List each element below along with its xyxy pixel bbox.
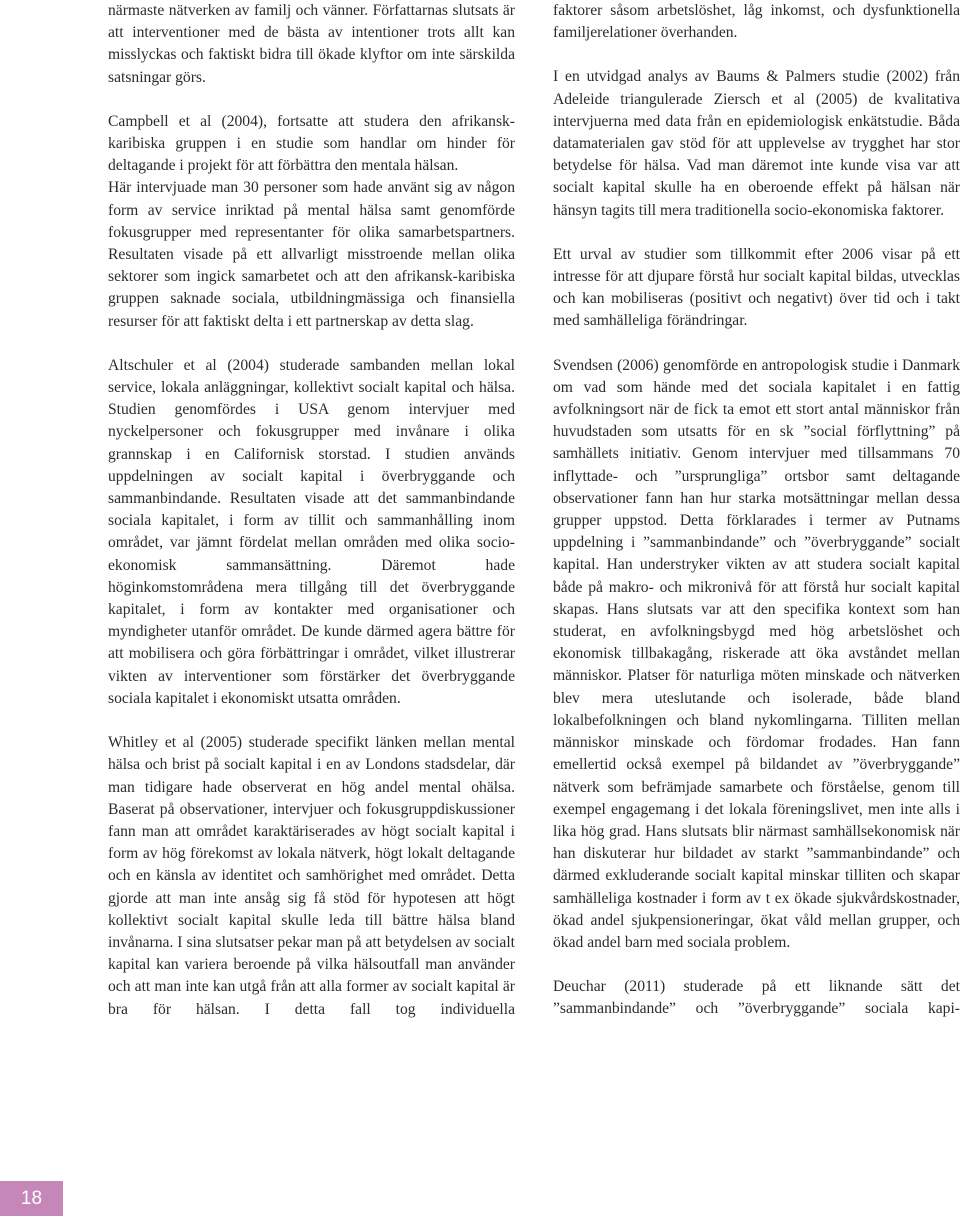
page-number-badge xyxy=(0,1181,63,1216)
paragraph-ziersch: I en utvidgad analys av Baums & Palmers studie (2002) från Adeleide triangulerade Ziersch et al (2005) de kvalitativa intervjuerna med data från en epidemiologisk enkätstudie. Båda datamaterialen gav stöd för att upplevelse av trygghet har stor betydelse för hälsa. Vad man däremot inte kunde visa var att socialt kapital skulle ha en oberoende effekt på hälsan när hänsyn tagits till mera traditionella socio-ekonomiska faktorer. xyxy=(553,68,960,219)
paragraph-svendsen: Svendsen (2006) genomförde en antropologisk studie i Danmark om vad som hände med det sociala kapitalet i en fattig avfolkningsort när de fick ta emot ett stort antal människor från huvudstaden som utsatts för en sk ”social förflyttning” på samhällets initiativ. Genom intervjuer med tillsammans 70 inflyttade- och ”ursprungliga” ortsbor samt deltagande observationer fann han hur starka motsättningar mellan dessa grupper uppstod. Detta förklarades i termer av Putnams uppdelning i ”sammanbindande” och ”överbryggande” socialt kapital. Han understryker vikten av att studera socialt kapital både på makro- och mikronivå för att förstå hur socialt kapital skapas. Hans slutsats var att den specifika kontext som han studerat, en avfolkningsbygd med hög arbetslöshet och ekonomisk tillbakagång, riskerade att öka avståndet mellan människor. Platser för naturliga möten minskade och nätverken blev mera uteslutande och isolerade, både bland lokalbefolkningen och bland nykomlingarna. Tilliten mellan människor minskade och fördomar frodades. Han fann emellertid också exempel på bildandet av ”överbryggande” nätverk som befrämjade samarbete och förståelse, genom till exempel engagemang i det lokala föreningslivet, men inte alls i lika hög grad. Hans slutsats blir närmast samhällsekonomisk när han diskuterar hur bildadet av starkt ”sammanbindande” och därmed exkluderande socialt kapital minskar tilliten och skapar samhälleliga kostnader i form av t ex ökade sjukvårdskostnader, ökad andel sjukpensioneringar, ökat våld mellan grupper, och ökad andel barn med sociala problem. xyxy=(553,356,960,951)
paragraph-campbell: Campbell et al (2004), fortsatte att studera den afrikansk-karibiska gruppen i en studie som handlar om hinder för deltagande i projekt för att förbättra den mentala hälsan. xyxy=(108,112,515,175)
left-column xyxy=(108,0,515,1021)
paragraph-continuation-right: faktorer såsom arbetslöshet, låg inkomst, och dysfunktionella familjerelationer överhanden. xyxy=(553,2,960,42)
paragraph-studies-after-2006: Ett urval av studier som tillkommit efter 2006 visar på ett intresse för att djupare förstå hur socialt kapital bildas, utvecklas och kan mobiliseras (positivt och negativt) över tid och i takt med samhälleliga förändringar. xyxy=(553,245,960,330)
page-number: 18 xyxy=(20,1187,43,1209)
paragraph-continuation: närmaste nätverken av familj och vänner. Författarnas slutsats är att interventioner med de bästa av intentioner trots allt kan misslyckas och faktiskt bidra till ökade klyftor om inte särskilda satsningar görs. xyxy=(108,2,515,86)
paragraph-altschuler: Altschuler et al (2004) studerade sambanden mellan lokal service, lokala anläggningar, kollektivt socialt kapital och hälsa. Studien genomfördes i USA genom intervjuer med nyckelpersoner och fokusgrupper med invånare i olika grannskap i en Californisk storstad. I studien används uppdelningen av socialt kapital i överbryggande och sammanbindande. Resultaten visade att det sammanbindande sociala kapitalet, i form av tillit och sammanhålling inom området, var jämnt fördelat mellan områden med olika socio-ekonomisk sammansättning. Däremot hade höginkomstområdena mera tillgång till det överbryggande kapitalet, i form av kontakter med organisationer och myndigheter utanför området. De kunde därmed agera bättre för att mobilisera och göra förbättringar i området, vilket illustrerar vikten av interventioner som förstärker det överbryggande sociala kapitalet i ekonomiskt utsatta områden. xyxy=(108,356,515,707)
paragraph-campbell-results: Här intervjuade man 30 personer som hade använt sig av någon form av service inriktad på mental hälsa samt genomförde fokusgrupper med representanter för olika samarbetspartners. Resultaten visade på ett allvarligt misstroende mellan olika sektorer som ingick samarbetet och att den afrikansk-karibiska gruppen saknade sociala, utbildningmässiga och finansiella resurser för att faktiskt delta i ett partnerskap av detta slag. xyxy=(108,179,515,330)
right-column xyxy=(553,0,960,1021)
paragraph-deuchar: Deuchar (2011) studerade på ett liknande sätt det ”sammanbindande” och ”överbryggande” sociala kapi- xyxy=(553,978,960,1018)
paragraph-whitley: Whitley et al (2005) studerade specifikt länken mellan mental hälsa och brist på socialt kapital i en av Londons stadsdelar, där man tidigare hade observerat en hög andel mental ohälsa. Baserat på observationer, intervjuer och fokusgruppdiskussioner fann man att området karaktäriserades av högt socialt kapital i form av hög förekomst av lokala nätverk, högt lokalt deltagande och en känsla av identitet och samhörighet med området. Detta gjorde att man inte ansåg sig få stöd för hypotesen att högt kollektivt socialt kapital skulle leda till bättre hälsa bland invånarna. I sina slutsatser pekar man på att betydelsen av socialt kapital kan variera beroende på vilka hälsoutfall man använder och att man inte kan utgå från att alla former av socialt kapital är bra för hälsan. I detta fall tog individuella xyxy=(108,734,515,1018)
